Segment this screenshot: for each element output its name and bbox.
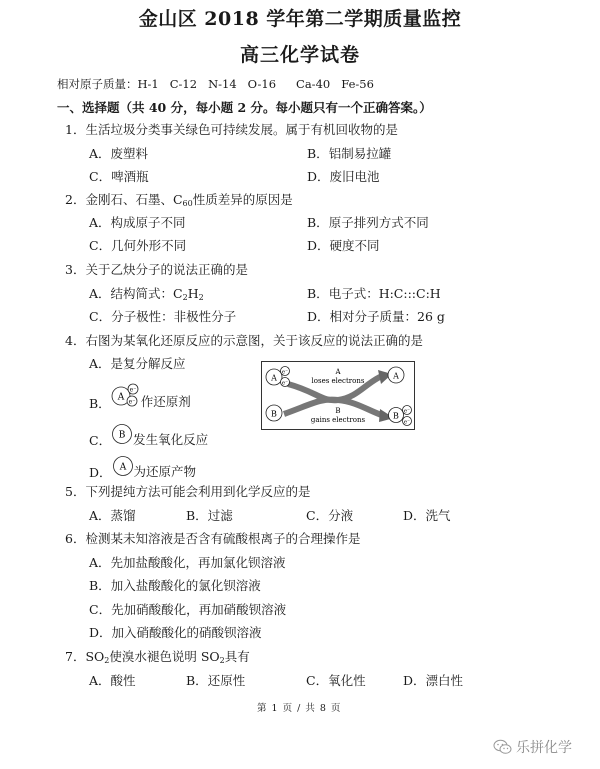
q3-option-b: B．电子式：H:C:::C:H <box>307 286 441 301</box>
section-heading: 一、选择题（共 40 分，每小题 2 分。每小题只有一个正确答案。） <box>57 100 432 115</box>
q1-option-a: A．废塑料 <box>89 146 149 161</box>
atomic-mass-item: N-14 <box>208 77 237 91</box>
q3-option-a: A．结构简式：$C_2H_2$ <box>89 286 204 302</box>
question-number: 4． <box>65 333 86 348</box>
question-number: 7． <box>65 649 86 664</box>
question-number: 5． <box>65 484 86 499</box>
q4-option-c: C． B 发生氧化反应 <box>89 419 208 449</box>
redox-diagram <box>261 361 415 430</box>
page-number: 第 1 页 / 共 8 页 <box>257 703 342 714</box>
question-4-stem: 4．右图为某氧化还原反应的示意图，关于该反应的说法正确的是 <box>65 333 423 348</box>
atomic-masses <box>57 76 385 92</box>
q4-option-a: A．是复分解反应 <box>89 356 186 371</box>
q7-option-b: B．还原性 <box>186 673 246 688</box>
atomic-mass-item: C-12 <box>169 77 198 91</box>
q1-option-b: B．铝制易拉罐 <box>307 146 392 161</box>
q4-option-d: D． A 为还原产物 <box>89 451 196 481</box>
atomic-mass-item: O-16 <box>247 77 277 91</box>
q5-option-c: C．分液 <box>306 508 354 523</box>
q7-option-a: A．酸性 <box>89 673 136 688</box>
q5-option-b: B．过滤 <box>186 508 233 523</box>
svg-text:A: A <box>117 392 124 403</box>
q1-option-c: C．啤酒瓶 <box>89 169 149 184</box>
q6-option-c: C．先加硝酸酸化，再加硝酸钡溶液 <box>89 602 287 617</box>
svg-text:e⁻: e⁻ <box>281 369 289 376</box>
svg-text:e⁻: e⁻ <box>128 398 136 406</box>
atomic-mass-item: H-1 <box>137 77 159 91</box>
question-number: 6． <box>65 531 86 546</box>
question-7-stem: 7．$SO_2$使溴水褪色说明 $SO_2$具有 <box>65 649 250 665</box>
q6-option-b: B．加入盐酸酸化的氯化钡溶液 <box>89 578 261 593</box>
q4-option-b: B． A e⁻ e⁻ 作还原剂 <box>89 380 191 412</box>
svg-text:A: A <box>393 371 399 381</box>
svg-text:e⁻: e⁻ <box>129 386 137 394</box>
question-6-stem: 6．检测某未知溶液是否含有硫酸根离子的合理操作是 <box>65 531 361 546</box>
q5-option-a: A．蒸馏 <box>89 508 136 523</box>
watermark <box>493 737 572 757</box>
exam-subtitle: 高三化学试卷 <box>239 44 360 66</box>
svg-text:loses electrons: loses electrons <box>311 377 365 385</box>
svg-text:A: A <box>271 373 277 383</box>
question-number: 2． <box>65 192 86 207</box>
svg-text:e⁻: e⁻ <box>403 419 411 426</box>
question-3-stem: 3．关于乙炔分子的说法正确的是 <box>65 262 248 277</box>
svg-text:B: B <box>118 430 126 441</box>
svg-text:A: A <box>335 368 341 376</box>
question-2-stem: 2．金刚石、石墨、$C_{60}$性质差异的原因是 <box>65 192 293 208</box>
question-number: 1． <box>65 122 86 137</box>
question-text: 生活垃圾分类事关绿色可持续发展。属于有机回收物的是 <box>85 122 398 137</box>
watermark-text: 乐拼化学 <box>516 740 572 756</box>
q3-option-c: C．分子极性：非极性分子 <box>89 309 237 324</box>
q2-option-d: D．硬度不同 <box>307 238 380 253</box>
question-5-stem: 5．下列提纯方法可能会利用到化学反应的是 <box>65 484 311 499</box>
q2-option-a: A．构成原子不同 <box>89 215 186 230</box>
svg-text:B: B <box>271 409 277 419</box>
svg-text:A: A <box>119 462 126 473</box>
atomic-masses-label: 相对原子质量： <box>57 77 138 91</box>
q2-option-c: C．几何外形不同 <box>89 238 187 253</box>
exam-title: 金山区 2018 学年第二学期质量监控 <box>138 8 462 30</box>
svg-text:gains electrons: gains electrons <box>310 416 366 424</box>
atom-a-icon <box>112 455 134 477</box>
redox-diagram-graphic <box>262 362 414 429</box>
atom-with-electrons-icon <box>111 382 141 410</box>
q6-option-a: A．先加盐酸酸化，再加氯化钡溶液 <box>89 555 286 570</box>
question-number: 3． <box>65 262 86 277</box>
svg-text:e⁻: e⁻ <box>403 408 411 415</box>
svg-text:e⁻: e⁻ <box>281 380 289 387</box>
q3-option-d: D．相对分子质量：26 g <box>307 309 445 324</box>
wechat-icon <box>493 739 513 755</box>
q7-option-d: D．漂白性 <box>403 673 464 688</box>
svg-text:B: B <box>393 411 399 421</box>
atomic-mass-item: Fe-56 <box>341 77 374 91</box>
q2-option-b: B．原子排列方式不同 <box>307 215 429 230</box>
atom-b-icon <box>111 423 133 445</box>
question-1-stem <box>65 120 398 138</box>
svg-text:B: B <box>335 407 341 415</box>
atomic-mass-item: Ca-40 <box>296 77 331 91</box>
q5-option-d: D．洗气 <box>403 508 451 523</box>
q7-option-c: C．氧化性 <box>306 673 366 688</box>
q1-option-d: D．废旧电池 <box>307 169 380 184</box>
q6-option-d: D．加入硝酸酸化的硝酸钡溶液 <box>89 625 262 640</box>
